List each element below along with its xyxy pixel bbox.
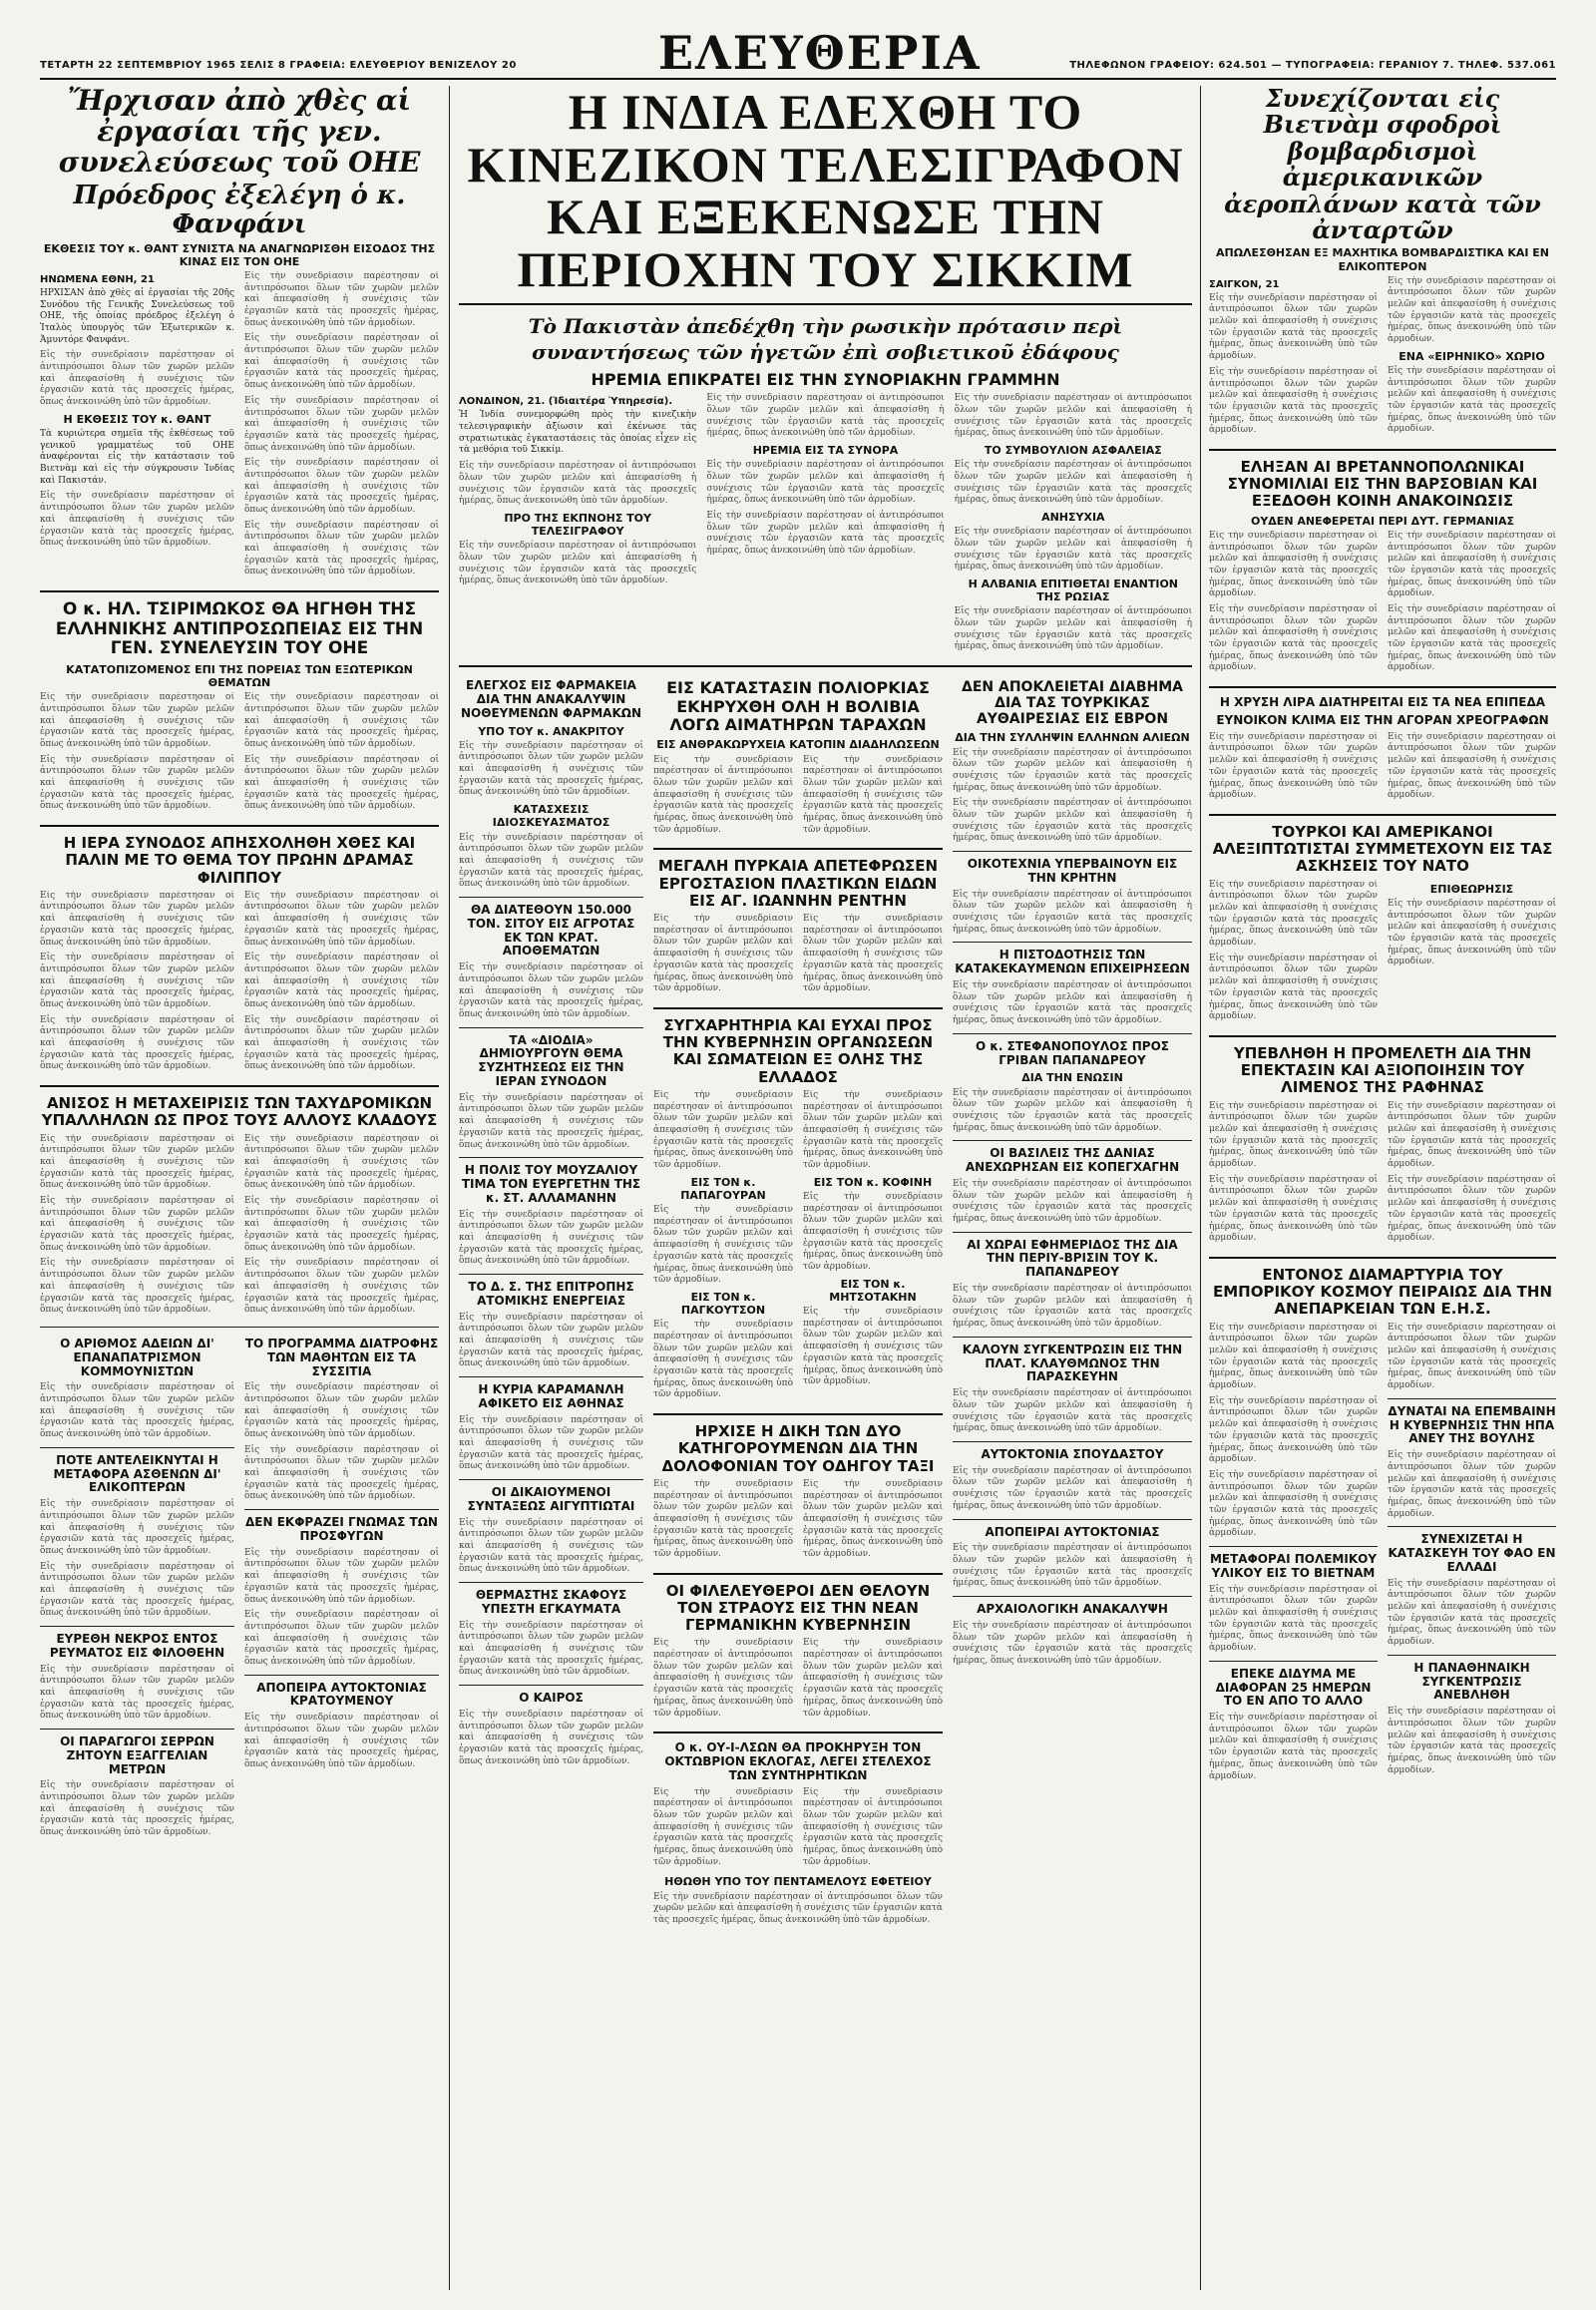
article-text: Εἰς τὴν συνεδρίασιν παρέστησαν οἱ ἀντιπρόσωποι ὅλων τῶν χωρῶν μελῶν καὶ ἀπεφασίσθη ἡ συνέχισις τῶν ἐργασιῶν κατὰ τὰς προσεχεῖς ἡμέρας, ὅπως ἀνεκοινώθη ὑπὸ τῶν ἁρμοδίων. — [40, 1499, 234, 1556]
subheadline: ΑΠΩΛΕΣΘΗΣΑΝ ΕΞ ΜΑΧΗΤΙΚΑ ΒΟΜΒΑΡΔΙΣΤΙΚΑ ΚΑΙ ΕΝ ΕΛΙΚΟΠΤΕΡΟΝ — [1215, 246, 1550, 273]
article-text: Εἰς τὴν συνεδρίασιν παρέστησαν οἱ ἀντιπρόσωποι ὅλων τῶν χωρῶν μελῶν καὶ ἀπεφασίσθη ἡ συνέχισις τῶν ἐργασιῶν κατὰ τὰς προσεχεῖς ἡμέρας, ὅπως ἀνεκοινώθη ὑπὸ τῶν ἁρμοδίων. — [40, 350, 234, 408]
article-text: Εἰς τὴν συνεδρίασιν παρέστησαν οἱ ἀντιπρόσωποι ὅλων τῶν χωρῶν μελῶν καὶ ἀπεφασίσθη ἡ συνέχισις τῶν ἐργασιῶν κατὰ τὰς προσεχεῖς ἡμέρας, ὅπως ἀνεκοινώθη ὑπὸ τῶν ἁρμοδίων. — [653, 1638, 793, 1719]
article-text: Εἰς τὴν συνεδρίασιν παρέστησαν οἱ ἀντιπρόσωποι ὅλων τῶν χωρῶν μελῶν καὶ ἀπεφασίσθη ἡ συνέχισις τῶν ἐργασιῶν κατὰ τὰς προσεχεῖς ἡμέρας, ὅπως ἀνεκοινώθη ὑπὸ τῶν ἁρμοδίων. — [40, 692, 234, 749]
dateline: ΗΝΩΜΕΝΑ ΕΘΝΗ, 21 — [40, 273, 155, 285]
article-text: Εἰς τὴν συνεδρίασιν παρέστησαν οἱ ἀντιπρόσωποι ὅλων τῶν χωρῶν μελῶν καὶ ἀπεφασίσθη ἡ συνέχισις τῶν ἐργασιῶν κατὰ τὰς προσεχεῖς ἡμέρας, ὅπως ἀνεκοινώθη ὑπὸ τῶν ἁρμοδίων. — [40, 1664, 234, 1722]
article-text: Εἰς τὴν συνεδρίασιν παρέστησαν οἱ ἀντιπρόσωποι ὅλων τῶν χωρῶν μελῶν καὶ ἀπεφασίσθη ἡ συνέχισις τῶν ἐργασιῶν κατὰ τὰς προσεχεῖς ἡμέρας, ὅπως ἀνεκοινώθη ὑπὸ τῶν ἁρμοδίων. — [954, 527, 1192, 573]
article-text: Εἰς τὴν συνεδρίασιν παρέστησαν οἱ ἀντιπρόσωποι ὅλων τῶν χωρῶν μελῶν καὶ ἀπεφασίσθη ἡ συνέχισις τῶν ἐργασιῶν κατὰ τὰς προσεχεῖς ἡμέρας, ὅπως ἀνεκοινώθη ὑπὸ τῶν ἁρμοδίων. — [954, 460, 1192, 506]
article-text: Εἰς τὴν συνεδρίασιν παρέστησαν οἱ ἀντιπρόσωποι ὅλων τῶν χωρῶν μελῶν καὶ ἀπεφασίσθη ἡ συνέχισις τῶν ἐργασιῶν κατὰ τὰς προσεχεῖς ἡμέρας, ὅπως ἀνεκοινώθη ὑπὸ τῶν ἁρμοδίων. — [459, 1414, 643, 1472]
article-text: Εἰς τὴν συνεδρίασιν παρέστησαν οἱ ἀντιπρόσωποι ὅλων τῶν χωρῶν μελῶν καὶ ἀπεφασίσθη ἡ συνέχισις τῶν ἐργασιῶν κατὰ τὰς προσεχεῖς ἡμέρας, ὅπως ἀνεκοινώθη ὑπὸ τῶν ἁρμοδίων. — [1388, 731, 1556, 801]
headline-repatriation: Ο ΑΡΙΘΜΟΣ ΑΔΕΙΩΝ ΔΙ' ΕΠΑΝΑΠΑΤΡΙΣΜΟΝ ΚΟΜΜΟΥΝΙΣΤΩΝ — [60, 1336, 214, 1378]
article-text: Εἰς τὴν συνεδρίασιν παρέστησαν οἱ ἀντιπρόσωποι ὅλων τῶν χωρῶν μελῶν καὶ ἀπεφασίσθη ἡ συνέχισις τῶν ἐργασιῶν κατὰ τὰς προσεχεῖς ἡμέρας, ὅπως ἀνεκοινώθη ὑπὸ τῶν ἁρμοδίων. — [244, 333, 439, 391]
article-text: Εἰς τὴν συνεδρίασιν παρέστησαν οἱ ἀντιπρόσωποι ὅλων τῶν χωρῶν μελῶν καὶ ἀπεφασίσθη ἡ συνέχισις τῶν ἐργασιῶν κατὰ τὰς προσεχεῖς ἡμέρας, ὅπως ἀνεκοινώθη ὑπὸ τῶν ἁρμοδίων. — [653, 1320, 793, 1400]
article-text: Εἰς τὴν συνεδρίασιν παρέστησαν οἱ ἀντιπρόσωποι ὅλων τῶν χωρῶν μελῶν καὶ ἀπεφασίσθη ἡ συνέχισις τῶν ἐργασιῶν κατὰ τὰς προσεχεῖς ἡμέρας, ὅπως ἀνεκοινώθη ὑπὸ τῶν ἁρμοδίων. — [244, 890, 439, 948]
headline-archaeology: ΑΡΧΑΙΟΛΟΓΙΚΗ ΑΝΑΚΑΛΥΨΗ — [977, 1602, 1168, 1617]
section-heading: ΑΝΗΣΥΧΙΑ — [1041, 511, 1105, 525]
article-text: Εἰς τὴν συνεδρίασιν παρέστησαν οἱ ἀντιπρόσωποι ὅλων τῶν χωρῶν μελῶν καὶ ἀπεφασίσθη ἡ συνέχισις τῶν ἐργασιῶν κατὰ τὰς προσεχεῖς ἡμέρας, ὅπως ἀνεκοινώθη ὑπὸ τῶν ἁρμοδίων. — [1388, 898, 1556, 967]
article-text: Εἰς τὴν συνεδρίασιν παρέστησαν οἱ ἀντιπρόσωποι ὅλων τῶν χωρῶν μελῶν καὶ ἀπεφασίσθη ἡ συνέχισις τῶν ἐργασιῶν κατὰ τὰς προσεχεῖς ἡμέρας, ὅπως ἀνεκοινώθη ὑπὸ τῶν ἁρμοδίων. — [459, 1620, 643, 1678]
article-text: Εἰς τὴν συνεδρίασιν παρέστησαν οἱ ἀντιπρόσωποι ὅλων τῶν χωρῶν μελῶν καὶ ἀπεφασίσθη ἡ συνέχισις τῶν ἐργασιῶν κατὰ τὰς προσεχεῖς ἡμέρας, ὅπως ἀνεκοινώθη ὑπὸ τῶν ἁρμοδίων. — [1209, 1395, 1378, 1465]
headline-karamanli: Η ΚΥΡΙΑ ΚΑΡΑΜΑΝΛΗ ΑΦΙΚΕΤΟ ΕΙΣ ΑΘΗΝΑΣ — [478, 1382, 624, 1410]
article-text: Εἰς τὴν συνεδρίασιν παρέστησαν οἱ ἀντιπρόσωποι ὅλων τῶν χωρῶν μελῶν καὶ ἀπεφασίσθη ἡ συνέχισις τῶν ἐργασιῶν κατὰ τὰς προσεχεῖς ἡμέρας, ὅπως ἀνεκοινώθη ὑπὸ τῶν ἁρμοδίων. — [706, 511, 945, 557]
headline-newspaper: ΑΙ ΧΩΡΑΙ ΕΦΗΜΕΡΙΔΟΣ ΤΗΣ ΔΙΑ ΤΗΝ ΠΕΡΙΥ-ΒΡΙΣΙΝ ΤΟΥ Κ. ΠΑΠΑΝΔΡΕΟΥ — [967, 1237, 1178, 1280]
headline-evros: ΔΕΝ ΑΠΟΚΛΕΙΕΤΑΙ ΔΙΑΒΗΜΑ ΔΙΑ ΤΑΣ ΤΟΥΡΚΙΚΑΣ ΑΥΘΑΙΡΕΣΙΑΣ ΕΙΣ ΕΒΡΟΝ — [962, 679, 1183, 728]
article-text: Εἰς τὴν συνεδρίασιν παρέστησαν οἱ ἀντιπρόσωποι ὅλων τῶν χωρῶν μελῶν καὶ ἀπεφασίσθη ἡ συνέχισις τῶν ἐργασιῶν κατὰ τὰς προσεχεῖς ἡμέρας, ὅπως ἀνεκοινώθη ὑπὸ τῶν ἁρμοδίων. — [459, 1709, 643, 1766]
headline-crete: ΟΙΚΟΤΕΧΝΙΑ ΥΠΕΡΒΑΙΝΟΥΝ ΕΙΣ ΤΗΝ ΚΡΗΤΗΝ — [967, 857, 1178, 885]
headline-stoker-burns: ΘΕΡΜΑΣΤΗΣ ΣΚΑΦΟΥΣ ΥΠΕΣΤΗ ΕΓΚΑΥΜΑΤΑ — [475, 1588, 627, 1616]
section-heading: ΗΡΕΜΙΑ ΕΙΣ ΤΑ ΣΥΝΟΡΑ — [752, 444, 899, 458]
article-text: Εἰς τὴν συνεδρίασιν παρέστησαν οἱ ἀντιπρόσωποι ὅλων τῶν χωρῶν μελῶν καὶ ἀπεφασίσθη ἡ συνέχισις τῶν ἐργασιῶν κατὰ τὰς προσεχεῖς ἡμέρας, ὅπως ἀνεκοινώθη ὑπὸ τῶν ἁρμοδίων. — [803, 1307, 943, 1387]
article-text: Εἰς τὴν συνεδρίασιν παρέστησαν οἱ ἀντιπρόσωποι ὅλων τῶν χωρῶν μελῶν καὶ ἀπεφασίσθη ἡ συνέχισις τῶν ἐργασιῶν κατὰ τὰς προσεχεῖς ἡμέρας, ὅπως ἀνεκοινώθη ὑπὸ τῶν ἁρμοδίων. — [1209, 953, 1378, 1022]
headline-serres: ΟΙ ΠΑΡΑΓΩΓΟΙ ΣΕΡΡΩΝ ΖΗΤΟΥΝ ΕΞΑΓΓΕΛΙΑΝ ΜΕΤΡΩΝ — [60, 1734, 214, 1776]
article-text: Εἰς τὴν συνεδρίασιν παρέστησαν οἱ ἀντιπρόσωποι ὅλων τῶν χωρῶν μελῶν καὶ ἀπεφασίσθη ἡ συνέχισις τῶν ἐργασιῶν κατὰ τὰς προσεχεῖς ἡμέρας, ὅπως ἀνεκοινώθη ὑπὸ τῶν ἁρμοδίων. — [40, 890, 234, 948]
article-text: Εἰς τὴν συνεδρίασιν παρέστησαν οἱ ἀντιπρόσωποι ὅλων τῶν χωρῶν μελῶν καὶ ἀπεφασίσθη ἡ συνέχισις τῶν ἐργασιῶν κατὰ τὰς προσεχεῖς ἡμέρας, ὅπως ἀνεκοινώθη ὑπὸ τῶν ἁρμοδίων. — [1388, 275, 1556, 345]
left-column — [40, 86, 439, 2290]
article-text: Εἰς τὴν συνεδρίασιν παρέστησαν οἱ ἀντιπρόσωποι ὅλων τῶν χωρῶν μελῶν καὶ ἀπεφασίσθη ἡ συνέχισις τῶν ἐργασιῶν κατὰ τὰς προσεχεῖς ἡμέρας, ὅπως ἀνεκοινώθη ὑπὸ τῶν ἁρμοδίων. — [244, 1382, 439, 1440]
article-text: Εἰς τὴν συνεδρίασιν παρέστησαν οἱ ἀντιπρόσωποι ὅλων τῶν χωρῶν μελῶν καὶ ἀπεφασίσθη ἡ συνέχισις τῶν ἐργασιῶν κατὰ τὰς προσεχεῖς ἡμέρας, ὅπως ἀνεκοινώθη ὑπὸ τῶν ἁρμοδίων. — [1388, 604, 1556, 673]
headline-wheat: ΘΑ ΔΙΑΤΕΘΟΥΝ 150.000 ΤΟΝ. ΣΙΤΟΥ ΕΙΣ ΑΓΡΟΤΑΣ ΕΚ ΤΩΝ ΚΡΑΤ. ΑΠΟΘΕΜΑΤΩΝ — [467, 902, 635, 959]
article-text: Εἰς τὴν συνεδρίασιν παρέστησαν οἱ ἀντιπρόσωποι ὅλων τῶν χωρῶν μελῶν καὶ ἀπεφασίσθη ἡ συνέχισις τῶν ἐργασιῶν κατὰ τὰς προσεχεῖς ἡμέρας, ὅπως ἀνεκοινώθη ὑπὸ τῶν ἁρμοδίων. — [244, 1014, 439, 1072]
article-text: Εἰς τὴν συνεδρίασιν παρέστησαν οἱ ἀντιπρόσωποι ὅλων τῶν χωρῶν μελῶν καὶ ἀπεφασίσθη ἡ συνέχισις τῶν ἐργασιῶν κατὰ τὰς προσεχεῖς ἡμέρας, ὅπως ἀνεκοινώθη ὑπὸ τῶν ἁρμοδίων. — [953, 747, 1192, 793]
article-text: Εἰς τὴν συνεδρίασιν παρέστησαν οἱ ἀντιπρόσωποι ὅλων τῶν χωρῶν μελῶν καὶ ἀπεφασίσθη ἡ συνέχισις τῶν ἐργασιῶν κατὰ τὰς προσεχεῖς ἡμέρας, ὅπως ἀνεκοινώθη ὑπὸ τῶν ἁρμοδίων. — [803, 914, 943, 994]
article-text: Εἰς τὴν συνεδρίασιν παρέστησαν οἱ ἀντιπρόσωποι ὅλων τῶν χωρῶν μελῶν καὶ ἀπεφασίσθη ἡ συνέχισις τῶν ἐργασιῶν κατὰ τὰς προσεχεῖς ἡμέρας, ὅπως ἀνεκοινώθη ὑπὸ τῶν ἁρμοδίων. — [953, 798, 1192, 844]
mid-left-column — [459, 675, 643, 1931]
article-text: Εἰς τὴν συνεδρίασιν παρέστησαν οἱ ἀντιπρόσωποι ὅλων τῶν χωρῶν μελῶν καὶ ἀπεφασίσθη ἡ συνέχισις τῶν ἐργασιῶν κατὰ τὰς προσεχεῖς ἡμέρας, ὅπως ἀνεκοινώθη ὑπὸ τῶν ἁρμοδίων. — [244, 1547, 439, 1605]
mid-center-column — [653, 675, 943, 1931]
headline-atomic-energy: ΤΟ Δ. Σ. ΤΗΣ ΕΠΙΤΡΟΠΗΣ ΑΤΟΜΙΚΗΣ ΕΝΕΡΓΕΙΑΣ — [468, 1280, 634, 1308]
article-text: Εἰς τὴν συνεδρίασιν παρέστησαν οἱ ἀντιπρόσωποι ὅλων τῶν χωρῶν μελῶν καὶ ἀπεφασίσθη ἡ συνέχισις τῶν ἐργασιῶν κατὰ τὰς προσεχεῖς ἡμέρας, ὅπως ἀνεκοινώθη ὑπὸ τῶν ἁρμοδίων. — [40, 1382, 234, 1440]
headline-tolls: ΤΑ «ΔΙΟΔΙΑ» ΔΗΜΙΟΥΡΓΟΥΝ ΘΕΜΑ ΣΥΖΗΤΗΣΕΩΣ ΕΙΣ ΤΗΝ ΙΕΡΑΝ ΣΥΝΟΔΟΝ — [478, 1032, 624, 1088]
headline-fanfani: Πρόεδρος ἐξελέγη ὁ κ. Φανφάνι — [73, 181, 406, 239]
section-heading: ΕΙΣ ΤΟΝ κ. ΚΟΦΙΝΗ — [813, 1175, 933, 1189]
section-heading: ΗΘΩΘΗ ΥΠΟ ΤΟΥ ΠΕΝΤΑΜΕΛΟΥΣ ΕΦΕΤΕΙΟΥ — [664, 1875, 932, 1889]
article-text: Εἰς τὴν συνεδρίασιν παρέστησαν οἱ ἀντιπρόσωποι ὅλων τῶν χωρῶν μελῶν καὶ ἀπεφασίσθη ἡ συνέχισις τῶν ἐργασιῶν κατὰ τὰς προσεχεῖς ἡμέρας, ὅπως ἀνεκοινώθη ὑπὸ τῶν ἁρμοδίων. — [803, 1191, 943, 1272]
headline-tsirimokos: Ο κ. ΗΛ. ΤΣΙΡΙΜΩΚΟΣ ΘΑ ΗΓΗΘΗ ΤΗΣ ΕΛΛΗΝΙΚΗΣ ΑΝΤΙΠΡΟΣΩΠΕΙΑΣ ΕΙΣ ΤΗΝ ΓΕΝ. ΣΥΝΕΛΕΥΣΙΝ ΤΟΥ ΟΗΕ — [55, 599, 424, 659]
subheadline: ΕΙΣ ΑΝΘΡΑΚΩΡΥΧΕΙΑ ΚΑΤΟΠΙΝ ΔΙΑΔΗΛΩΣΕΩΝ — [656, 738, 940, 752]
article-text: Εἰς τὴν συνεδρίασιν παρέστησαν οἱ ἀντιπρόσωποι ὅλων τῶν χωρῶν μελῶν καὶ ἀπεφασίσθη ἡ συνέχισις τῶν ἐργασιῶν κατὰ τὰς προσεχεῖς ἡμέρας, ὅπως ἀνεκοινώθη ὑπὸ τῶν ἁρμοδίων. — [803, 1089, 943, 1170]
headline-nato-exercises: ΤΟΥΡΚΟΙ ΚΑΙ ΑΜΕΡΙΚΑΝΟΙ ΑΛΕΞΙΠΤΩΤΙΣΤΑΙ ΣΥΜΜΕΤΕΧΟΥΝ ΕΙΣ ΤΑΣ ΑΣΚΗΣΕΙΣ ΤΟΥ ΝΑΤΟ — [1212, 822, 1553, 876]
article-text: Εἰς τὴν συνεδρίασιν παρέστησαν οἱ ἀντιπρόσωποι ὅλων τῶν χωρῶν μελῶν καὶ ἀπεφασίσθη ἡ συνέχισις τῶν ἐργασιῶν κατὰ τὰς προσεχεῖς ἡμέρας, ὅπως ἀνεκοινώθη ὑπὸ τῶν ἁρμοδίων. — [953, 980, 1192, 1026]
article-text: Εἰς τὴν συνεδρίασιν παρέστησαν οἱ ἀντιπρόσωποι ὅλων τῶν χωρῶν μελῶν καὶ ἀπεφασίσθη ἡ συνέχισις τῶν ἐργασιῶν κατὰ τὰς προσεχεῖς ἡμέρας, ὅπως ἀνεκοινώθη ὑπὸ τῶν ἁρμοδίων. — [1388, 1707, 1556, 1775]
headline-piraeus-protest: ΕΝΤΟΝΟΣ ΔΙΑΜΑΡΤΥΡΙΑ ΤΟΥ ΕΜΠΟΡΙΚΟΥ ΚΟΣΜΟΥ ΠΕΙΡΑΙΩΣ ΔΙΑ ΤΗΝ ΑΝΕΠΑΡΚΕΙΑΝ ΤΩΝ Ε.Η.Σ. — [1212, 1265, 1553, 1319]
article-text: Εἰς τὴν συνεδρίασιν παρέστησαν οἱ ἀντιπρόσωποι ὅλων τῶν χωρῶν μελῶν καὶ ἀπεφασίσθη ἡ συνέχισις τῶν ἐργασιῶν κατὰ τὰς προσεχεῖς ἡμέρας, ὅπως ἀνεκοινώθη ὑπὸ τῶν ἁρμοδίων. — [1209, 1100, 1378, 1170]
article-text: Εἰς τὴν συνεδρίασιν παρέστησαν οἱ ἀντιπρόσωποι ὅλων τῶν χωρῶν μελῶν καὶ ἀπεφασίσθη ἡ συνέχισις τῶν ἐργασιῶν κατὰ τὰς προσεχεῖς ἡμέρας, ὅπως ἀνεκοινώθη ὑπὸ τῶν ἁρμοδίων. — [1209, 731, 1378, 801]
headline-pensions: ΟΙ ΔΙΚΑΙΟΥΜΕΝΟΙ ΣΥΝΤΑΞΕΩΣ ΑΙΓΥΠΤΙΩΤΑΙ — [467, 1485, 635, 1513]
article-text: Ἡ Ἰνδία συνεμορφώθη πρὸς τὴν κινεζικὴν τελεσιγραφικὴν ἀξίωσιν καὶ ἐκένωσε τὰς στρατιωτικὰς ἐγκαταστάσεις τὰς ὁποίας εἶχεν εἰς τὰ μεθόρια τοῦ Σικκίμ. — [459, 410, 697, 456]
article-text: Εἰς τὴν συνεδρίασιν παρέστησαν οἱ ἀντιπρόσωποι ὅλων τῶν χωρῶν μελῶν καὶ ἀπεφασίσθη ἡ συνέχισις τῶν ἐργασιῶν κατὰ τὰς προσεχεῖς ἡμέρας, ὅπως ἀνεκοινώθη ὑπὸ τῶν ἁρμοδίων. — [244, 1444, 439, 1502]
article-text: Εἰς τὴν συνεδρίασιν παρέστησαν οἱ ἀντιπρόσωποι ὅλων τῶν χωρῶν μελῶν καὶ ἀπεφασίσθη ἡ συνέχισις τῶν ἐργασιῶν κατὰ τὰς προσεχεῖς ἡμέρας, ὅπως ἀνεκοινώθη ὑπὸ τῶν ἁρμοδίων. — [244, 270, 439, 328]
article-text: Εἰς τὴν συνεδρίασιν παρέστησαν οἱ ἀντιπρόσωποι ὅλων τῶν χωρῶν μελῶν καὶ ἀπεφασίσθη ἡ συνέχισις τῶν ἐργασιῶν κατὰ τὰς προσεχεῖς ἡμέρας, ὅπως ἀνεκοινώθη ὑπὸ τῶν ἁρμοδίων. — [803, 1786, 943, 1867]
article-text: Εἰς τὴν συνεδρίασιν παρέστησαν οἱ ἀντιπρόσωποι ὅλων τῶν χωρῶν μελῶν καὶ ἀπεφασίσθη ἡ συνέχισις τῶν ἐργασιῶν κατὰ τὰς προσεχεῖς ἡμέρας, ὅπως ἀνεκοινώθη ὑπὸ τῶν ἁρμοδίων. — [953, 1178, 1192, 1224]
article-text: Εἰς τὴν συνεδρίασιν παρέστησαν οἱ ἀντιπρόσωποι ὅλων τῶν χωρῶν μελῶν καὶ ἀπεφασίσθη ἡ συνέχισις τῶν ἐργασιῶν κατὰ τὰς προσεχεῖς ἡμέρας, ὅπως ἀνεκοινώθη ὑπὸ τῶν ἁρμοδίων. — [244, 395, 439, 453]
article-text: Εἰς τὴν συνεδρίασιν παρέστησαν οἱ ἀντιπρόσωποι ὅλων τῶν χωρῶν μελῶν καὶ ἀπεφασίσθη ἡ συνέχισις τῶν ἐργασιῶν κατὰ τὰς προσεχεῖς ἡμέρας, ὅπως ἀνεκοινώθη ὑπὸ τῶν ἁρμοδίων. — [953, 1543, 1192, 1589]
headline-war-materiel: ΜΕΤΑΦΟΡΑΙ ΠΟΛΕΜΙΚΟΥ ΥΛΙΚΟΥ ΕΙΣ ΤΟ ΒΙΕΤΝΑΜ — [1209, 1552, 1378, 1580]
subheadline-thant: ΕΚΘΕΣΙΣ ΤΟΥ κ. ΘΑΝΤ ΣΥΝΙΣΤΑ ΝΑ ΑΝΑΓΝΩΡΙΣΘΗ ΕΙΣΟΔΟΣ ΤΗΣ ΚΙΝΑΣ ΕΙΣ ΤΟΝ ΟΗΕ — [43, 241, 436, 268]
main-headline: Η ΙΝΔΙΑ ΕΔΕΧΘΗ ΤΟ ΚΙΝΕΖΙΚΟΝ ΤΕΛΕΣΙΓΡΑΦΟΝ ΚΑΙ ΕΞΕΚΕΝΩΣΕ ΤΗΝ ΠΕΡΙΟΧΗΝ ΤΟΥ ΣΙΚΚΙΜ — [467, 86, 1184, 297]
article-text: Εἰς τὴν συνεδρίασιν παρέστησαν οἱ ἀντιπρόσωποι ὅλων τῶν χωρῶν μελῶν καὶ ἀπεφασίσθη ἡ συνέχισις τῶν ἐργασιῶν κατὰ τὰς προσεχεῖς ἡμέρας, ὅπως ἀνεκοινώθη ὑπὸ τῶν ἁρμοδίων. — [244, 1610, 439, 1667]
headline-warsaw-talks: ΕΛΗΞΑΝ ΑΙ ΒΡΕΤΑΝΝΟΠΟΛΩΝΙΚΑΙ ΣΥΝΟΜΙΛΙΑΙ ΕΙΣ ΤΗΝ ΒΑΡΣΟΒΙΑΝ ΚΑΙ ΕΞΕΔΟΘΗ ΚΟΙΝΗ ΑΝΑΚΟΙΝΩΣΙΣ — [1227, 457, 1538, 511]
article-text: Εἰς τὴν συνεδρίασιν παρέστησαν οἱ ἀντιπρόσωποι ὅλων τῶν χωρῶν μελῶν καὶ ἀπεφασίσθη ἡ συνέχισις τῶν ἐργασιῶν κατὰ τὰς προσεχεῖς ἡμέρας, ὅπως ἀνεκοινώθη ὑπὸ τῶν ἁρμοδίων. — [953, 1465, 1192, 1511]
article-text: Εἰς τὴν συνεδρίασιν παρέστησαν οἱ ἀντιπρόσωποι ὅλων τῶν χωρῶν μελῶν καὶ ἀπεφασίσθη ἡ συνέχισις τῶν ἐργασιῶν κατὰ τὰς προσεχεῖς ἡμέρας, ὅπως ἀνεκοινώθη ὑπὸ τῶν ἁρμοδίων. — [1388, 1100, 1556, 1170]
headline-mouzaki: Η ΠΟΛΙΣ ΤΟΥ ΜΟΥΖΑΛΙΟΥ ΤΙΜΑ ΤΟΝ ΕΥΕΡΓΕΤΗΝ ΤΗΣ κ. ΣΤ. ΑΛΛΑΜΑΝΗΝ — [461, 1163, 641, 1205]
article-text: Εἰς τὴν συνεδρίασιν παρέστησαν οἱ ἀντιπρόσωποι ὅλων τῶν χωρῶν μελῶν καὶ ἀπεφασίσθη ἡ συνέχισις τῶν ἐργασιῶν κατὰ τὰς προσεχεῖς ἡμέρας, ὅπως ἀνεκοινώθη ὑπὸ τῶν ἁρμοδίων. — [1209, 292, 1378, 362]
article-text: Τὰ κυριώτερα σημεῖα τῆς ἐκθέσεως τοῦ γενικοῦ γραμματέως τοῦ ΟΗΕ ἀναφέρονται εἰς τὴν κατάστασιν τοῦ Βιετνὰμ καὶ εἰς τὴν σύγκρουσιν Ἰνδίας καὶ Πακιστάν. — [40, 429, 234, 486]
headline-school-meals: ΤΟ ΠΡΟΓΡΑΜΜΑ ΔΙΑΤΡΟΦΗΣ ΤΩΝ ΜΑΘΗΤΩΝ ΕΙΣ ΤΑ ΣΥΣΣΙΤΙΑ — [244, 1336, 439, 1378]
article-text: Εἰς τὴν συνεδρίασιν παρέστησαν οἱ ἀντιπρόσωποι ὅλων τῶν χωρῶν μελῶν καὶ ἀπεφασίσθη ἡ συνέχισις τῶν ἐργασιῶν κατὰ τὰς προσεχεῖς ἡμέρας, ὅπως ἀνεκοινώθη ὑπὸ τῶν ἁρμοδίων. — [459, 1092, 643, 1150]
article-text: Εἰς τὴν συνεδρίασιν παρέστησαν οἱ ἀντιπρόσωποι ὅλων τῶν χωρῶν μελῶν καὶ ἀπεφασίσθη ἡ συνέχισις τῶν ἐργασιῶν κατὰ τὰς προσεχεῖς ἡμέρας, ὅπως ἀνεκοινώθη ὑπὸ τῶν ἁρμοδίων. — [40, 1014, 234, 1072]
section-heading: ΕΠΙΘΕΩΡΗΣΙΣ — [1429, 882, 1514, 896]
headline-us-government: ΔΥΝΑΤΑΙ ΝΑ ΕΠΕΜΒΑΙΝΗ Η ΚΥΒΕΡΝΗΣΙΣ ΤΗΝ ΗΠΑ ΑΝΕΥ ΤΗΣ ΒΟΥΛΗΣ — [1388, 1403, 1556, 1446]
section-heading: Η ΕΚΘΕΣΙΣ ΤΟΥ κ. ΘΑΝΤ — [63, 412, 211, 426]
article-text: Εἰς τὴν συνεδρίασιν παρέστησαν οἱ ἀντιπρόσωποι ὅλων τῶν χωρῶν μελῶν καὶ ἀπεφασίσθη ἡ συνέχισις τῶν ἐργασιῶν κατὰ τὰς προσεχεῖς ἡμέρας, ὅπως ἀνεκοινώθη ὑπὸ τῶν ἁρμοδίων. — [459, 740, 643, 798]
article-text: Εἰς τὴν συνεδρίασιν παρέστησαν οἱ ἀντιπρόσωποι ὅλων τῶν χωρῶν μελῶν καὶ ἀπεφασίσθη ἡ συνέχισις τῶν ἐργασιῶν κατὰ τὰς προσεχεῖς ἡμέρας, ὅπως ἀνεκοινώθη ὑπὸ τῶν ἁρμοδίων. — [459, 1517, 643, 1575]
article-text: Εἰς τὴν συνεδρίασιν παρέστησαν οἱ ἀντιπρόσωποι ὅλων τῶν χωρῶν μελῶν καὶ ἀπεφασίσθη ἡ συνέχισις τῶν ἐργασιῶν κατὰ τὰς προσεχεῖς ἡμέρας, ὅπως ἀνεκοινώθη ὑπὸ τῶν ἁρμοδίων. — [459, 832, 643, 890]
dateline: ΛΟΝΔΙΝΟΝ, 21. (Ἰδιαιτέρα Ὑπηρεσία). — [459, 396, 673, 408]
headline-postal-workers: ΑΝΙΣΟΣ Η ΜΕΤΑΧΕΙΡΙΣΙΣ ΤΩΝ ΤΑΧΥΔΡΟΜΙΚΩΝ ΥΠΑΛΛΗΛΩΝ ΩΣ ΠΡΟΣ ΤΟΥΣ ΑΛΛΟΥΣ ΚΛΑΔΟΥΣ — [41, 1094, 438, 1130]
article-text: Εἰς τὴν συνεδρίασιν παρέστησαν οἱ ἀντιπρόσωποι ὅλων τῶν χωρῶν μελῶν καὶ ἀπεφασίσθη ἡ συνέχισις τῶν ἐργασιῶν κατὰ τὰς προσεχεῖς ἡμέρας, ὅπως ἀνεκοινώθη ὑπὸ τῶν ἁρμοδίων. — [953, 1087, 1192, 1133]
article-text: Εἰς τὴν συνεδρίασιν παρέστησαν οἱ ἀντιπρόσωποι ὅλων τῶν χωρῶν μελῶν καὶ ἀπεφασίσθη ἡ συνέχισις τῶν ἐργασιῶν κατὰ τὰς προσεχεῖς ἡμέρας, ὅπως ἀνεκοινώθη ὑπὸ τῶν ἁρμοδίων. — [244, 1713, 439, 1769]
right-column — [1209, 86, 1556, 2290]
article-text: Εἰς τὴν συνεδρίασιν παρέστησαν οἱ ἀντιπρόσωποι ὅλων τῶν χωρῶν μελῶν καὶ ἀπεφασίσθη ἡ συνέχισις τῶν ἐργασιῶν κατὰ τὰς προσεχεῖς ἡμέρας, ὅπως ἀνεκοινώθη ὑπὸ τῶν ἁρμοδίων. — [1388, 530, 1556, 599]
article-text: Εἰς τὴν συνεδρίασιν παρέστησαν οἱ ἀντιπρόσωποι ὅλων τῶν χωρῶν μελῶν καὶ ἀπεφασίσθη ἡ συνέχισις τῶν ἐργασιῶν κατὰ τὰς προσεχεῖς ἡμέρας, ὅπως ἀνεκοινώθη ὑπὸ τῶν ἁρμοδίων. — [953, 889, 1192, 935]
article-text: Εἰς τὴν συνεδρίασιν παρέστησαν οἱ ἀντιπρόσωποι ὅλων τῶν χωρῶν μελῶν καὶ ἀπεφασίσθη ἡ συνέχισις τῶν ἐργασιῶν κατὰ τὰς προσεχεῖς ἡμέρας, ὅπως ἀνεκοινώθη ὑπὸ τῶν ἁρμοδίων. — [40, 953, 234, 1009]
article-text: Εἰς τὴν συνεδρίασιν παρέστησαν οἱ ἀντιπρόσωποι ὅλων τῶν χωρῶν μελῶν καὶ ἀπεφασίσθη ἡ συνέχισις τῶν ἐργασιῶν κατὰ τὰς προσεχεῖς ἡμέρας, ὅπως ἀνεκοινώθη ὑπὸ τῶν ἁρμοδίων. — [40, 1258, 234, 1316]
article-text: Εἰς τὴν συνεδρίασιν παρέστησαν οἱ ἀντιπρόσωποι ὅλων τῶν χωρῶν μελῶν καὶ ἀπεφασίσθη ἡ συνέχισις τῶν ἐργασιῶν κατὰ τὰς προσεχεῖς ἡμέρας, ὅπως ἀνεκοινώθη ὑπὸ τῶν ἁρμοδίων. — [1209, 366, 1378, 436]
article-text: Εἰς τὴν συνεδρίασιν παρέστησαν οἱ ἀντιπρόσωποι ὅλων τῶν χωρῶν μελῶν καὶ ἀπεφασίσθη ἡ συνέχισις τῶν ἐργασιῶν κατὰ τὰς προσεχεῖς ἡμέρας, ὅπως ἀνεκοινώθη ὑπὸ τῶν ἁρμοδίων. — [653, 1205, 793, 1286]
article-text: ΗΡΧΙΣΑΝ ἀπὸ χθὲς αἱ ἐργασίαι τῆς 20ῆς Συνόδου τῆς Γενικῆς Συνελεύσεως τοῦ ΟΗΕ, τῆς ὁποίας πρόεδρος ἐξελέγη ὁ Ἰταλὸς ὑπουργὸς τῶν Ἐξωτερικῶν κ. Ἀμυντόρε Φανφάνι. — [40, 287, 234, 345]
section-heading: ΤΟ ΣΥΜΒΟΥΛΙΟΝ ΑΣΦΑΛΕΙΑΣ — [984, 444, 1162, 458]
headline-stock-market: ΕΥΝΟΙΚΟΝ ΚΛΙΜΑ ΕΙΣ ΤΗΝ ΑΓΟΡΑΝ ΧΡΕΟΓΡΑΦΩΝ — [1216, 712, 1549, 727]
headline-weather: Ο ΚΑΙΡΟΣ — [519, 1691, 584, 1706]
headline-twins: ΕΠΕΚΕ ΔΙΔΥΜΑ ΜΕ ΔΙΑΦΟΡΑΝ 25 ΗΜΕΡΩΝ ΤΟ ΕΝ ΑΠΟ ΤΟ ΑΛΛΟ — [1215, 1666, 1372, 1709]
article-text: Εἰς τὴν συνεδρίασιν παρέστησαν οἱ ἀντιπρόσωποι ὅλων τῶν χωρῶν μελῶν καὶ ἀπεφασίσθη ἡ συνέχισις τῶν ἐργασιῶν κατὰ τὰς προσεχεῖς ἡμέρας, ὅπως ἀνεκοινώθη ὑπὸ τῶν ἁρμοδίων. — [706, 393, 945, 439]
headline-fao: ΣΥΝΕΧΙΖΕΤΑΙ Η ΚΑΤΑΣΚΕΥΗ ΤΟΥ ΦΑΟ ΕΝ ΕΛΛΑΔΙ — [1388, 1532, 1556, 1574]
article-text: Εἰς τὴν συνεδρίασιν παρέστησαν οἱ ἀντιπρόσωποι ὅλων τῶν χωρῶν μελῶν καὶ ἀπεφασίσθη ἡ συνέχισις τῶν ἐργασιῶν κατὰ τὰς προσεχεῖς ἡμέρας, ὅπως ἀνεκοινώθη ὑπὸ τῶν ἁρμοδίων. — [40, 1133, 234, 1191]
article-text: Εἰς τὴν συνεδρίασιν παρέστησαν οἱ ἀντιπρόσωποι ὅλων τῶν χωρῶν μελῶν καὶ ἀπεφασίσθη ἡ συνέχισις τῶν ἐργασιῶν κατὰ τὰς προσεχεῖς ἡμέρας, ὅπως ἀνεκοινώθη ὑπὸ τῶν ἁρμοδίων. — [244, 1258, 439, 1316]
headline-rafina-port: ΥΠΕΒΛΗΘΗ Η ΠΡΟΜΕΛΕΤΗ ΔΙΑ ΤΗΝ ΕΠΕΚΤΑΣΙΝ ΚΑΙ ΑΞΙΟΠΟΙΗΣΙΝ ΤΟΥ ΛΙΜΕΝΟΣ ΤΗΣ ΡΑΦΗΝΑΣ — [1233, 1043, 1532, 1097]
article-text: Εἰς τὴν συνεδρίασιν παρέστησαν οἱ ἀντιπρόσωποι ὅλων τῶν χωρῶν μελῶν καὶ ἀπεφασίσθη ἡ συνέχισις τῶν ἐργασιῶν κατὰ τὰς προσεχεῖς ἡμέρας, ὅπως ἀνεκοινώθη ὑπὸ τῶν ἁρμοδίων. — [459, 461, 697, 507]
article-text: Εἰς τὴν συνεδρίασιν παρέστησαν οἱ ἀντιπρόσωποι ὅλων τῶν χωρῶν μελῶν καὶ ἀπεφασίσθη ἡ συνέχισις τῶν ἐργασιῶν κατὰ τὰς προσεχεῖς ἡμέρας, ὅπως ἀνεκοινώθη ὑπὸ τῶν ἁρμοδίων. — [40, 1780, 234, 1838]
article-text: Εἰς τὴν συνεδρίασιν παρέστησαν οἱ ἀντιπρόσωποι ὅλων τῶν χωρῶν μελῶν καὶ ἀπεφασίσθη ἡ συνέχισις τῶν ἐργασιῶν κατὰ τὰς προσεχεῖς ἡμέρας, ὅπως ἀνεκοινώθη ὑπὸ τῶν ἁρμοδίων. — [459, 1209, 643, 1267]
article-text: Εἰς τὴν συνεδρίασιν παρέστησαν οἱ ἀντιπρόσωποι ὅλων τῶν χωρῶν μελῶν καὶ ἀπεφασίσθη ἡ συνέχισις τῶν ἐργασιῶν κατὰ τὰς προσεχεῖς ἡμέρας, ὅπως ἀνεκοινώθη ὑπὸ τῶν ἁρμοδίων. — [653, 914, 793, 994]
column-rule — [449, 86, 450, 2290]
article-text: Εἰς τὴν συνεδρίασιν παρέστησαν οἱ ἀντιπρόσωποι ὅλων τῶν χωρῶν μελῶν καὶ ἀπεφασίσθη ἡ συνέχισις τῶν ἐργασιῶν κατὰ τὰς προσεχεῖς ἡμέρας, ὅπως ἀνεκοινώθη ὑπὸ τῶν ἁρμοδίων. — [953, 1284, 1192, 1330]
column-rule — [1200, 86, 1201, 2290]
headline-taxi-trial: ΗΡΧΙΣΕ Η ΔΙΚΗ ΤΩΝ ΔΥΟ ΚΑΤΗΓΟΡΟΥΜΕΝΩΝ ΔΙΑ ΤΗΝ ΔΟΛΟΦΟΝΙΑΝ ΤΟΥ ΟΔΗΓΟΥ ΤΑΞΙ — [661, 1422, 935, 1475]
center-column — [459, 86, 1192, 2290]
headline-stefanopoulos: Ο κ. ΣΤΕΦΑΝΟΠΟΥΛΟΣ ΠΡΟΣ ΓΡΙΒΑΝ ΠΑΠΑΝΔΡΕΟΥ — [976, 1038, 1169, 1067]
article-text: Εἰς τὴν συνεδρίασιν παρέστησαν οἱ ἀντιπρόσωποι ὅλων τῶν χωρῶν μελῶν καὶ ἀπεφασίσθη ἡ συνέχισις τῶν ἐργασιῶν κατὰ τὰς προσεχεῖς ἡμέρας, ὅπως ἀνεκοινώθη ὑπὸ τῶν ἁρμοδίων. — [1388, 1578, 1556, 1648]
border-calm-headline: ΗΡΕΜΙΑ ΕΠΙΚΡΑΤΕΙ ΕΙΣ ΤΗΝ ΣΥΝΟΡΙΑΚΗΝ ΓΡΑΜΜΗΝ — [591, 370, 1060, 389]
article-text: Εἰς τὴν συνεδρίασιν παρέστησαν οἱ ἀντιπρόσωποι ὅλων τῶν χωρῶν μελῶν καὶ ἀπεφασίσθη ἡ συνέχισις τῶν ἐργασιῶν κατὰ τὰς προσεχεῖς ἡμέρας, ὅπως ἀνεκοινώθη ὑπὸ τῶν ἁρμοδίων. — [1209, 604, 1378, 673]
headline-credit: Η ΠΙΣΤΟΔΟΤΗΣΙΣ ΤΩΝ ΚΑΤΑΚΕΚΑΥΜΕΝΩΝ ΕΠΙΧΕΙΡΗΣΕΩΝ — [955, 948, 1190, 976]
subheadline: ΔΙΑ ΤΗΝ ΣΥΛΛΗΨΙΝ ΕΛΛΗΝΩΝ ΑΛΙΕΩΝ — [955, 731, 1190, 745]
article-text: Εἰς τὴν συνεδρίασιν παρέστησαν οἱ ἀντιπρόσωποι ὅλων τῶν χωρῶν μελῶν καὶ ἀπεφασίσθη ἡ συνέχισις τῶν ἐργασιῶν κατὰ τὰς προσεχεῖς ἡμέρας, ὅπως ἀνεκοινώθη ὑπὸ τῶν ἁρμοδίων. — [244, 1196, 439, 1253]
article-un — [40, 271, 439, 582]
headline-helicopters: ΠΟΤΕ ΑΝΤΕΛΕΙΚΝΥΤΑΙ Η ΜΕΤΑΦΟΡΑ ΑΣΘΕΝΩΝ ΔΙ' ΕΛΙΚΟΠΤΕΡΩΝ — [53, 1452, 221, 1495]
subheadline: ΔΙΑ ΤΗΝ ΕΝΩΣΙΝ — [1021, 1071, 1123, 1085]
main-article — [459, 393, 1192, 657]
mid-right-column — [953, 675, 1192, 1931]
article-text: Εἰς τὴν συνεδρίασιν παρέστησαν οἱ ἀντιπρόσωποι ὅλων τῶν χωρῶν μελῶν καὶ ἀπεφασίσθη ἡ συνέχισις τῶν ἐργασιῶν κατὰ τὰς προσεχεῖς ἡμέρας, ὅπως ἀνεκοινώθη ὑπὸ τῶν ἁρμοδίων. — [1209, 1322, 1378, 1391]
article-text: Εἰς τὴν συνεδρίασιν παρέστησαν οἱ ἀντιπρόσωποι ὅλων τῶν χωρῶν μελῶν καὶ ἀπεφασίσθη ἡ συνέχισις τῶν ἐργασιῶν κατὰ τὰς προσεχεῖς ἡμέρας, ὅπως ἀνεκοινώθη ὑπὸ τῶν ἁρμοδίων. — [40, 1196, 234, 1253]
section-heading: ΕΙΣ ΤΟΝ κ. ΜΗΤΣΟΤΑΚΗΝ — [829, 1277, 917, 1304]
article-text: Εἰς τὴν συνεδρίασιν παρέστησαν οἱ ἀντιπρόσωποι ὅλων τῶν χωρῶν μελῶν καὶ ἀπεφασίσθη ἡ συνέχισις τῶν ἐργασιῶν κατὰ τὰς προσεχεῖς ἡμέρας, ὅπως ἀνεκοινώθη ὑπὸ τῶν ἁρμοδίων. — [1209, 1713, 1378, 1781]
section-heading: ΕΝΑ «ΕΙΡΗΝΙΚΟ» ΧΩΡΙΟ — [1398, 349, 1545, 363]
headline-congratulations: ΣΥΓΧΑΡΗΤΗΡΙΑ ΚΑΙ ΕΥΧΑΙ ΠΡΟΣ ΤΗΝ ΚΥΒΕΡΝΗΣΙΝ ΟΡΓΑΝΩΣΕΩΝ ΚΑΙ ΣΩΜΑΤΕΙΩΝ ΕΞ ΟΛΗΣ ΤΗΣ ΕΛΛΑΔΟΣ — [662, 1015, 934, 1086]
subheadline: ΚΑΤΑΤΟΠΙΖΟΜΕΝΟΣ ΕΠΙ ΤΗΣ ΠΟΡΕΙΑΣ ΤΩΝ ΕΞΩΤΕΡΙΚΩΝ ΘΕΜΑΤΩΝ — [66, 662, 413, 689]
subheadline: ΟΥΔΕΝ ΑΝΕΦΕΡΕΤΑΙ ΠΕΡΙ ΔΥΤ. ΓΕΡΜΑΝΙΑΣ — [1250, 514, 1515, 528]
headline-un-assembly: Ἤρχισαν ἀπὸ χθὲς αἱ ἐργασίαι τῆς γεν. συνελεύσεως τοῦ ΟΗΕ — [58, 86, 421, 179]
headline-denmark: ΟΙ ΒΑΣΙΛΕΙΣ ΤΗΣ ΔΑΝΙΑΣ ΑΝΕΧΩΡΗΣΑΝ ΕΙΣ ΚΟΠΕΓΧΑΓΗΝ — [965, 1146, 1180, 1175]
article-text: Εἰς τὴν συνεδρίασιν παρέστησαν οἱ ἀντιπρόσωποι ὅλων τῶν χωρῶν μελῶν καὶ ἀπεφασίσθη ἡ συνέχισις τῶν ἐργασιῶν κατὰ τὰς προσεχεῖς ἡμέρας, ὅπως ἀνεκοινώθη ὑπὸ τῶν ἁρμοδίων. — [1209, 530, 1378, 599]
headline-suicide-attempts: ΑΠΟΠΕΙΡΑΙ ΑΥΤΟΚΤΟΝΙΑΣ — [985, 1524, 1160, 1539]
article-text: Εἰς τὴν συνεδρίασιν παρέστησαν οἱ ἀντιπρόσωποι ὅλων τῶν χωρῶν μελῶν καὶ ἀπεφασίσθη ἡ συνέχισις τῶν ἐργασιῶν κατὰ τὰς προσεχεῖς ἡμέρας, ὅπως ἀνεκοινώθη ὑπὸ τῶν ἁρμοδίων. — [953, 1388, 1192, 1434]
headline-rally: ΚΑΛΟΥΝ ΣΥΓΚΕΝΤΡΩΣΙΝ ΕΙΣ ΤΗΝ ΠΛΑΤ. ΚΛΑΥΘΜΩΝΟΣ ΤΗΝ ΠΑΡΑΣΚΕΥΗΝ — [962, 1342, 1183, 1384]
article-text: Εἰς τὴν συνεδρίασιν παρέστησαν οἱ ἀντιπρόσωποι ὅλων τῶν χωρῶν μελῶν καὶ ἀπεφασίσθη ἡ συνέχισις τῶν ἐργασιῶν κατὰ τὰς προσεχεῖς ἡμέρας, ὅπως ἀνεκοινώθη ὑπὸ τῶν ἁρμοδίων. — [954, 606, 1192, 652]
headline-suicide-attempt: ΑΠΟΠΕΙΡΑ ΑΥΤΟΚΤΟΝΙΑΣ ΚΡΑΤΟΥΜΕΝΟΥ — [256, 1680, 427, 1709]
article-text: Εἰς τὴν συνεδρίασιν παρέστησαν οἱ ἀντιπρόσωποι ὅλων τῶν χωρῶν μελῶν καὶ ἀπεφασίσθη ἡ συνέχισις τῶν ἐργασιῶν κατὰ τὰς προσεχεῖς ἡμέρας, ὅπως ἀνεκοινώθη ὑπὸ τῶν ἁρμοδίων. — [244, 953, 439, 1009]
article-text: Εἰς τὴν συνεδρίασιν παρέστησαν οἱ ἀντιπρόσωποι ὅλων τῶν χωρῶν μελῶν καὶ ἀπεφασίσθη ἡ συνέχισις τῶν ἐργασιῶν κατὰ τὰς προσεχεῖς ἡμέρας, ὅπως ἀνεκοινώθη ὑπὸ τῶν ἁρμοδίων. — [653, 1891, 943, 1925]
headline-fire: ΜΕΓΑΛΗ ΠΥΡΚΑΙΑ ΑΠΕΤΕΦΡΩΣΕΝ ΕΡΓΟΣΤΑΣΙΟΝ ΠΛΑΣΤΙΚΩΝ ΕΙΔΩΝ ΕΙΣ ΑΓ. ΙΩΑΝΝΗΝ ΡΕΝΤΗΝ — [657, 857, 939, 910]
headline-synod: Η ΙΕΡΑ ΣΥΝΟΔΟΣ ΑΠΗΣΧΟΛΗΘΗ ΧΘΕΣ ΚΑΙ ΠΑΛΙΝ ΜΕ ΤΟ ΘΕΜΑ ΤΟΥ ΠΡΩΗΝ ΔΡΑΜΑΣ ΦΙΛΙΠΠΟΥ — [63, 834, 416, 887]
headline-wilson: Ο κ. ΟΥ-Ι-ΛΣΩΝ ΘΑ ΠΡΟΚΗΡΥΞΗ ΤΟΝ ΟΚΤΩΒΡΙΟΝ ΕΚΛΟΓΑΣ, ΛΕΓΕΙ ΣΤΕΛΕΧΟΣ ΤΩΝ ΣΥΝΤΗΡΗΤΙΚΩΝ — [664, 1740, 932, 1782]
headline-vietnam-bombing: Συνεχίζονται εἰς Βιετνὰμ σφοδροὶ βομβαρδισμοὶ ἀμερικανικῶν ἀεροπλάνων κατὰ τῶν ἀνταρτῶν — [1224, 86, 1541, 244]
article-text: Εἰς τὴν συνεδρίασιν παρέστησαν οἱ ἀντιπρόσωποι ὅλων τῶν χωρῶν μελῶν καὶ ἀπεφασίσθη ἡ συνέχισις τῶν ἐργασιῶν κατὰ τὰς προσεχεῖς ἡμέρας, ὅπως ἀνεκοινώθη ὑπὸ τῶν ἁρμοδίων. — [954, 393, 1192, 439]
article-text: Εἰς τὴν συνεδρίασιν παρέστησαν οἱ ἀντιπρόσωποι ὅλων τῶν χωρῶν μελῶν καὶ ἀπεφασίσθη ἡ συνέχισις τῶν ἐργασιῶν κατὰ τὰς προσεχεῖς ἡμέρας, ὅπως ἀνεκοινώθη ὑπὸ τῶν ἁρμοδίων. — [1388, 1450, 1556, 1519]
article-text: Εἰς τὴν συνεδρίασιν παρέστησαν οἱ ἀντιπρόσωποι ὅλων τῶν χωρῶν μελῶν καὶ ἀπεφασίσθη ἡ συνέχισις τῶν ἐργασιῶν κατὰ τὰς προσεχεῖς ἡμέρας, ὅπως ἀνεκοινώθη ὑπὸ τῶν ἁρμοδίων. — [653, 754, 793, 835]
article-text: Εἰς τὴν συνεδρίασιν παρέστησαν οἱ ἀντιπρόσωποι ὅλων τῶν χωρῶν μελῶν καὶ ἀπεφασίσθη ἡ συνέχισις τῶν ἐργασιῶν κατὰ τὰς προσεχεῖς ἡμέρας, ὅπως ἀνεκοινώθη ὑπὸ τῶν ἁρμοδίων. — [40, 1561, 234, 1619]
headline-gold-sovereign: Η ΧΡΥΣΗ ΛΙΡΑ ΔΙΑΤΗΡΕΙΤΑΙ ΕΙΣ ΤΑ ΝΕΑ ΕΠΙΠΕΔΑ — [1219, 695, 1546, 710]
article-text: Εἰς τὴν συνεδρίασιν παρέστησαν οἱ ἀντιπρόσωποι ὅλων τῶν χωρῶν μελῶν καὶ ἀπεφασίσθη ἡ συνέχισις τῶν ἐργασιῶν κατὰ τὰς προσεχεῖς ἡμέρας, ὅπως ἀνεκοινώθη ὑπὸ τῶν ἁρμοδίων. — [244, 1133, 439, 1191]
article-text: Εἰς τὴν συνεδρίασιν παρέστησαν οἱ ἀντιπρόσωποι ὅλων τῶν χωρῶν μελῶν καὶ ἀπεφασίσθη ἡ συνέχισις τῶν ἐργασιῶν κατὰ τὰς προσεχεῖς ἡμέρας, ὅπως ἀνεκοινώθη ὑπὸ τῶν ἁρμοδίων. — [244, 692, 439, 749]
article-text: Εἰς τὴν συνεδρίασιν παρέστησαν οἱ ἀντιπρόσωποι ὅλων τῶν χωρῶν μελῶν καὶ ἀπεφασίσθη ἡ συνέχισις τῶν ἐργασιῶν κατὰ τὰς προσεχεῖς ἡμέρας, ὅπως ἀνεκοινώθη ὑπὸ τῶν ἁρμοδίων. — [459, 962, 643, 1019]
article-text: Εἰς τὴν συνεδρίασιν παρέστησαν οἱ ἀντιπρόσωποι ὅλων τῶν χωρῶν μελῶν καὶ ἀπεφασίσθη ἡ συνέχισις τῶν ἐργασιῶν κατὰ τὰς προσεχεῖς ἡμέρας, ὅπως ἀνεκοινώθη ὑπὸ τῶν ἁρμοδίων. — [803, 1478, 943, 1559]
headline-found-dead: ΕΥΡΕΘΗ ΝΕΚΡΟΣ ΕΝΤΟΣ ΡΕΥΜΑΤΟΣ ΕΙΣ ΦΙΛΟΘΕΗΝ — [49, 1632, 225, 1660]
headline-refugees: ΔΕΝ ΕΚΦΡΑΖΕΙ ΓΝΩΜΑΣ ΤΩΝ ΠΡΟΣΦΥΓΩΝ — [245, 1515, 438, 1543]
section-heading: ΠΡΟ ΤΗΣ ΕΚΠΝΟΗΣ ΤΟΥ ΤΕΛΕΣΙΓΡΑΦΟΥ — [504, 511, 651, 539]
headline-strauss: ΟΙ ΦΙΛΕΛΕΥΘΕΡΟΙ ΔΕΝ ΘΕΛΟΥΝ ΤΟΝ ΣΤΡΑΟΥΣ ΕΙΣ ΤΗΝ ΝΕΑΝ ΓΕΡΜΑΝΙΚΗΝ ΚΥΒΕΡΝΗΣΙΝ — [665, 1581, 931, 1635]
section-heading: ΚΑΤΑΣΧΕΣΙΣ ΙΔΙΟΣΚΕΥΑΣΜΑΤΟΣ — [492, 803, 610, 830]
article-text: Εἰς τὴν συνεδρίασιν παρέστησαν οἱ ἀντιπρόσωποι ὅλων τῶν χωρῶν μελῶν καὶ ἀπεφασίσθη ἡ συνέχισις τῶν ἐργασιῶν κατὰ τὰς προσεχεῖς ἡμέρας, ὅπως ἀνεκοινώθη ὑπὸ τῶν ἁρμοδίων. — [244, 520, 439, 578]
article-text: Εἰς τὴν συνεδρίασιν παρέστησαν οἱ ἀντιπρόσωποι ὅλων τῶν χωρῶν μελῶν καὶ ἀπεφασίσθη ἡ συνέχισις τῶν ἐργασιῶν κατὰ τὰς προσεχεῖς ἡμέρας, ὅπως ἀνεκοινώθη ὑπὸ τῶν ἁρμοδίων. — [40, 491, 234, 549]
masthead-dateline: ΤΕΤΑΡΤΗ 22 ΣΕΠΤΕΜΒΡΙΟΥ 1965 ΣΕΛΙΣ 8 ΓΡΑΦΕΙΑ: ΕΛΕΥΘΕΡΙΟΥ ΒΕΝΙΖΕΛΟΥ 20 — [40, 60, 517, 71]
article-text: Εἰς τὴν συνεδρίασιν παρέστησαν οἱ ἀντιπρόσωποι ὅλων τῶν χωρῶν μελῶν καὶ ἀπεφασίσθη ἡ συνέχισις τῶν ἐργασιῶν κατὰ τὰς προσεχεῖς ἡμέρας, ὅπως ἀνεκοινώθη ὑπὸ τῶν ἁρμοδίων. — [459, 541, 697, 586]
subheadline: ΥΠΟ ΤΟΥ κ. ΑΝΑΚΡΙΤΟΥ — [478, 724, 624, 738]
section-heading: ΕΙΣ ΤΟΝ κ. ΠΑΠΑΓΟΥΡΑΝ — [680, 1175, 766, 1202]
section-heading: ΕΙΣ ΤΟΝ κ. ΠΑΓΚΟΥΤΣΟΝ — [680, 1290, 766, 1318]
dateline: ΣΑΙΓΚΟΝ, 21 — [1209, 278, 1280, 290]
article-text: Εἰς τὴν συνεδρίασιν παρέστησαν οἱ ἀντιπρόσωποι ὅλων τῶν χωρῶν μελῶν καὶ ἀπεφασίσθη ἡ συνέχισις τῶν ἐργασιῶν κατὰ τὰς προσεχεῖς ἡμέρας, ὅπως ἀνεκοινώθη ὑπὸ τῶν ἁρμοδίων. — [1388, 1322, 1556, 1391]
article-text: Εἰς τὴν συνεδρίασιν παρέστησαν οἱ ἀντιπρόσωποι ὅλων τῶν χωρῶν μελῶν καὶ ἀπεφασίσθη ἡ συνέχισις τῶν ἐργασιῶν κατὰ τὰς προσεχεῖς ἡμέρας, ὅπως ἀνεκοινώθη ὑπὸ τῶν ἁρμοδίων. — [653, 1089, 793, 1170]
article-text: Εἰς τὴν συνεδρίασιν παρέστησαν οἱ ἀντιπρόσωποι ὅλων τῶν χωρῶν μελῶν καὶ ἀπεφασίσθη ἡ συνέχισις τῶν ἐργασιῶν κατὰ τὰς προσεχεῖς ἡμέρας, ὅπως ἀνεκοινώθη ὑπὸ τῶν ἁρμοδίων. — [653, 1786, 793, 1867]
masthead — [40, 26, 1556, 80]
article-text: Εἰς τὴν συνεδρίασιν παρέστησαν οἱ ἀντιπρόσωποι ὅλων τῶν χωρῶν μελῶν καὶ ἀπεφασίσθη ἡ συνέχισις τῶν ἐργασιῶν κατὰ τὰς προσεχεῖς ἡμέρας, ὅπως ἀνεκοινώθη ὑπὸ τῶν ἁρμοδίων. — [1388, 366, 1556, 435]
article-text: Εἰς τὴν συνεδρίασιν παρέστησαν οἱ ἀντιπρόσωποι ὅλων τῶν χωρῶν μελῶν καὶ ἀπεφασίσθη ἡ συνέχισις τῶν ἐργασιῶν κατὰ τὰς προσεχεῖς ἡμέρας, ὅπως ἀνεκοινώθη ὑπὸ τῶν ἁρμοδίων. — [653, 1478, 793, 1559]
article-text: Εἰς τὴν συνεδρίασιν παρέστησαν οἱ ἀντιπρόσωποι ὅλων τῶν χωρῶν μελῶν καὶ ἀπεφασίσθη ἡ συνέχισις τῶν ἐργασιῶν κατὰ τὰς προσεχεῖς ἡμέρας, ὅπως ἀνεκοινώθη ὑπὸ τῶν ἁρμοδίων. — [1209, 1584, 1378, 1654]
article-text: Εἰς τὴν συνεδρίασιν παρέστησαν οἱ ἀντιπρόσωποι ὅλων τῶν χωρῶν μελῶν καὶ ἀπεφασίσθη ἡ συνέχισις τῶν ἐργασιῶν κατὰ τὰς προσεχεῖς ἡμέρας, ὅπως ἀνεκοινώθη ὑπὸ τῶν ἁρμοδίων. — [1388, 1174, 1556, 1244]
newspaper-title: ΕΛΕΥΘΕΡΙΑ — [658, 26, 982, 80]
headline-student-suicide: ΑΥΤΟΚΤΟΝΙΑ ΣΠΟΥΔΑΣΤΟΥ — [981, 1446, 1164, 1461]
article-text: Εἰς τὴν συνεδρίασιν παρέστησαν οἱ ἀντιπρόσωποι ὅλων τῶν χωρῶν μελῶν καὶ ἀπεφασίσθη ἡ συνέχισις τῶν ἐργασιῶν κατὰ τὰς προσεχεῖς ἡμέρας, ὅπως ἀνεκοινώθη ὑπὸ τῶν ἁρμοδίων. — [244, 754, 439, 812]
article-text: Εἰς τὴν συνεδρίασιν παρέστησαν οἱ ἀντιπρόσωποι ὅλων τῶν χωρῶν μελῶν καὶ ἀπεφασίσθη ἡ συνέχισις τῶν ἐργασιῶν κατὰ τὰς προσεχεῖς ἡμέρας, ὅπως ἀνεκοινώθη ὑπὸ τῶν ἁρμοδίων. — [40, 754, 234, 812]
article-text: Εἰς τὴν συνεδρίασιν παρέστησαν οἱ ἀντιπρόσωποι ὅλων τῶν χωρῶν μελῶν καὶ ἀπεφασίσθη ἡ συνέχισις τῶν ἐργασιῶν κατὰ τὰς προσεχεῖς ἡμέρας, ὅπως ἀνεκοινώθη ὑπὸ τῶν ἁρμοδίων. — [459, 1312, 643, 1369]
section-heading: Η ΑΛΒΑΝΙΑ ΕΠΙΤΙΘΕΤΑΙ ΕΝΑΝΤΙΟΝ ΤΗΣ ΡΩΣΙΑΣ — [968, 578, 1179, 604]
headline-pharmacies: ΕΛΕΓΧΟΣ ΕΙΣ ΦΑΡΜΑΚΕΙΑ ΔΙΑ ΤΗΝ ΑΝΑΚΑΛΥΨΙΝ ΝΟΘΕΥΜΕΝΩΝ ΦΑΡΜΑΚΩΝ — [461, 678, 641, 720]
newspaper-page — [40, 26, 1556, 2294]
article-text: Εἰς τὴν συνεδρίασιν παρέστησαν οἱ ἀντιπρόσωποι ὅλων τῶν χωρῶν μελῶν καὶ ἀπεφασίσθη ἡ συνέχισις τῶν ἐργασιῶν κατὰ τὰς προσεχεῖς ἡμέρας, ὅπως ἀνεκοινώθη ὑπὸ τῶν ἁρμοδίων. — [706, 460, 945, 506]
headline-bolivia: ΕΙΣ ΚΑΤΑΣΤΑΣΙΝ ΠΟΛΙΟΡΚΙΑΣ ΕΚΗΡΥΧΘΗ ΟΛΗ Η ΒΟΛΙΒΙΑ ΛΟΓΩ ΑΙΜΑΤΗΡΩΝ ΤΑΡΑΧΩΝ — [666, 678, 930, 734]
article-text: Εἰς τὴν συνεδρίασιν παρέστησαν οἱ ἀντιπρόσωποι ὅλων τῶν χωρῶν μελῶν καὶ ἀπεφασίσθη ἡ συνέχισις τῶν ἐργασιῶν κατὰ τὰς προσεχεῖς ἡμέρας, ὅπως ἀνεκοινώθη ὑπὸ τῶν ἁρμοδίων. — [1209, 1469, 1378, 1539]
article-text: Εἰς τὴν συνεδρίασιν παρέστησαν οἱ ἀντιπρόσωποι ὅλων τῶν χωρῶν μελῶν καὶ ἀπεφασίσθη ἡ συνέχισις τῶν ἐργασιῶν κατὰ τὰς προσεχεῖς ἡμέρας, ὅπως ἀνεκοινώθη ὑπὸ τῶν ἁρμοδίων. — [1209, 879, 1378, 949]
article-text: Εἰς τὴν συνεδρίασιν παρέστησαν οἱ ἀντιπρόσωποι ὅλων τῶν χωρῶν μελῶν καὶ ἀπεφασίσθη ἡ συνέχισις τῶν ἐργασιῶν κατὰ τὰς προσεχεῖς ἡμέρας, ὅπως ἀνεκοινώθη ὑπὸ τῶν ἁρμοδίων. — [244, 458, 439, 516]
article-text: Εἰς τὴν συνεδρίασιν παρέστησαν οἱ ἀντιπρόσωποι ὅλων τῶν χωρῶν μελῶν καὶ ἀπεφασίσθη ἡ συνέχισις τῶν ἐργασιῶν κατὰ τὰς προσεχεῖς ἡμέρας, ὅπως ἀνεκοινώθη ὑπὸ τῶν ἁρμοδίων. — [953, 1620, 1192, 1666]
article-text: Εἰς τὴν συνεδρίασιν παρέστησαν οἱ ἀντιπρόσωποι ὅλων τῶν χωρῶν μελῶν καὶ ἀπεφασίσθη ἡ συνέχισις τῶν ἐργασιῶν κατὰ τὰς προσεχεῖς ἡμέρας, ὅπως ἀνεκοινώθη ὑπὸ τῶν ἁρμοδίων. — [1209, 1174, 1378, 1244]
masthead-contact: ΤΗΛΕΦΩΝΟΝ ΓΡΑΦΕΙΟΥ: 624.501 — ΤΥΠΟΓΡΑΦΕΙΑ: ΓΕΡΑΝΙΟΥ 7. ΤΗΛΕΦ. 537.061 — [1069, 60, 1556, 71]
article-text: Εἰς τὴν συνεδρίασιν παρέστησαν οἱ ἀντιπρόσωποι ὅλων τῶν χωρῶν μελῶν καὶ ἀπεφασίσθη ἡ συνέχισις τῶν ἐργασιῶν κατὰ τὰς προσεχεῖς ἡμέρας, ὅπως ἀνεκοινώθη ὑπὸ τῶν ἁρμοδίων. — [803, 754, 943, 835]
headline-panathenaic: Η ΠΑΝΑΘΗΝΑΙΚΗ ΣΥΓΚΕΝΤΡΩΣΙΣ ΑΝΕΒΛΗΘΗ — [1413, 1660, 1530, 1703]
main-subheadline: Τὸ Πακιστὰν ἀπεδέχθη τὴν ρωσικὴν πρότασιν περὶ συναντήσεως τῶν ἡγετῶν ἐπὶ σοβιετικοῦ ἐδάφους — [528, 314, 1123, 364]
article-text: Εἰς τὴν συνεδρίασιν παρέστησαν οἱ ἀντιπρόσωποι ὅλων τῶν χωρῶν μελῶν καὶ ἀπεφασίσθη ἡ συνέχισις τῶν ἐργασιῶν κατὰ τὰς προσεχεῖς ἡμέρας, ὅπως ἀνεκοινώθη ὑπὸ τῶν ἁρμοδίων. — [803, 1638, 943, 1719]
